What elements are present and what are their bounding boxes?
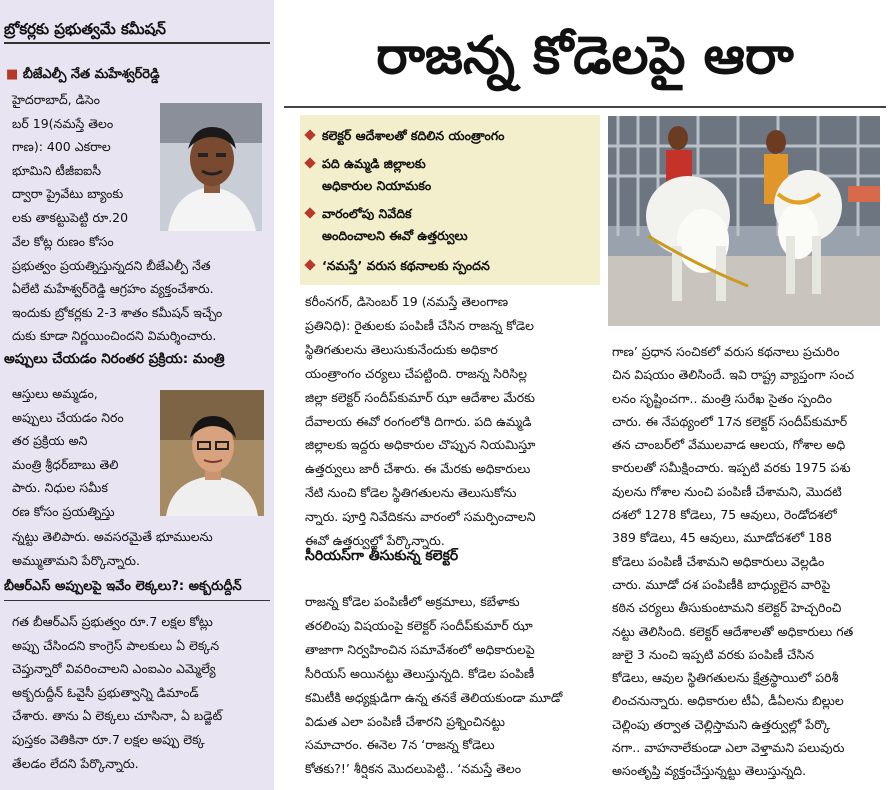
text-line: అసంతృప్తి వ్యక్తంచేస్తున్నట్టు తెలుస్తున్నది.	[612, 763, 807, 779]
main-body-col2	[612, 340, 882, 785]
main-subhead: సీరియస్‌గా తీసుకున్న కలెక్టర్	[305, 548, 459, 564]
mla-portrait-photo	[160, 103, 262, 231]
text-line: అక్బరుద్దీన్ ఓవైసీ ప్రభుత్వాన్ని డిమాండ్	[12, 684, 199, 700]
text-line: న్నట్టు తెలిపారు. అవసరమైతే భూములను	[12, 529, 213, 544]
text-line: పారు. నిధుల సమీక	[12, 480, 108, 496]
text-line: చెప్తున్నారో వివరించాలని ఎంఐఎం ఎమ్మెల్యే	[12, 661, 216, 677]
text-line: ఏలేటి మహేశ్వర్‌రెడ్డి ఆగ్రహం వ్యక్తంచేశారు.	[12, 281, 214, 297]
text-line: కోడెలు పంపిణీ చేశామని అధికారులు వెల్లడిం	[612, 553, 825, 569]
text-line: అప్పు చేసిందని కాంగ్రెస్ పాలకులు ఏ లెక్కన	[12, 637, 220, 653]
text-line: కోతకు?!’ శీర్షికన మొదలుపెట్టి.. ‘నమస్తే తెలం	[305, 761, 522, 777]
text-line: స్థితిగతులను తెలుసుకునేందుకు అధికార	[305, 341, 498, 357]
text-line: నగా.. వాహనాలేకుండా ఎలా వెళ్తామని పలువురు	[612, 740, 845, 756]
bullet-diamond-icon	[304, 259, 315, 270]
text-line: న్నారు. పూర్తి నివేదికను వారంలో సమర్పించాలని	[305, 509, 536, 525]
headline-rule	[284, 106, 886, 108]
story2-body-wrapped	[12, 382, 156, 525]
story1-headline: బ్రోకర్లకు ప్రభుత్వమే కమీషన్	[4, 20, 166, 38]
text-line: అప్పులు చేయడం నిరం	[12, 409, 124, 425]
text-line: గత బీఆర్ఎస్ ప్రభుత్వం రూ.7 లక్షల కోట్లు	[12, 614, 213, 629]
story2-headline: అప్పులు చేయడం నిరంతర ప్రక్రియ: మంత్రి	[4, 351, 225, 367]
sidebar-column	[0, 0, 274, 790]
text-line: నేటి నుంచి కోడెల స్థితిగతులను తెలుసుకోను	[305, 485, 517, 501]
text-line: హైదరాబాద్, డిసెం	[12, 92, 100, 107]
text-line: దశలో 1278 కోడెలు, 75 ఆవులు, రెండోదశలో	[612, 507, 837, 523]
text-line: చారు. ఈ నేపథ్యంలో 17న కలెక్టర్ సందీప్‌కుమార్	[612, 413, 848, 429]
text-line: తరలింపు విషయంపై కలెక్టర్ సందీప్‌కుమార్ ఝా	[305, 617, 533, 633]
main-body-col1b	[305, 590, 601, 785]
bullet-diamond-icon	[304, 157, 315, 168]
text-line: లించనున్నారు. అధికారుల టీఏ, డీఏలను బిల్లుల	[612, 693, 844, 709]
text-line: లనం సృష్టించగా.. మంత్రి సురేఖ సైతం స్పందిం	[612, 390, 832, 406]
text-line: దేవాలయ ఈవో రంగంలోకి దిగారు. పది ఉమ్మడి	[305, 413, 532, 429]
text-line: తేలడం లేదని పేర్కొన్నారు.	[12, 755, 139, 771]
bullet-diamond-icon	[304, 207, 315, 218]
divider	[4, 42, 270, 44]
text-line: గాణ): 400 ఎకరాల	[12, 139, 111, 155]
main-body-col1	[305, 290, 601, 549]
text-line: వేల కోట్ల రుణం కోసం	[12, 234, 114, 249]
text-line: చిన విషయం తెలిసిందే. ఇవి రాష్ట్ర వ్యాప్తంగా సంచ	[612, 367, 855, 383]
text-line: రణ కోసం ప్రయత్నిస్తు	[12, 503, 115, 519]
text-line: ఇందుకు బ్రోకర్లకు 2-3 శాతం కమీషన్ ఇచ్చేం	[12, 304, 223, 320]
text-line: లకు తాకట్టుపెట్టి రూ.20	[12, 209, 129, 225]
text-line: సీరియస్ అయినట్టు తెలుస్తున్నది. కోడెల పంపిణీ	[305, 665, 535, 681]
text-line: కోడెలు, ఆవుల స్థితిగతులను క్షేత్రస్థాయిలో పరిశీ	[612, 670, 839, 686]
text-line: చేశారు. తాను ఏ లెక్కలు చూసినా, ఏ బడ్జెట్	[12, 708, 223, 724]
highlight-item-cont: అధికారుల నియామకం	[322, 178, 432, 193]
highlights-box	[300, 115, 600, 285]
bullet-diamond-icon	[304, 129, 315, 140]
text-line: కఠిన చర్యలు తీసుకుంటామని కలెక్టర్ హెచ్చరించి	[612, 600, 842, 616]
text-line: ఉత్తర్వులు జారీ చేశారు. ఈ మేరకు అధికారులు	[305, 461, 531, 477]
highlight-item: వారంలోపు నివేదిక	[304, 203, 596, 225]
story3-body	[12, 610, 270, 780]
text-line: చెల్లింపు తర్వాత చెల్లిస్తామని ఉత్తర్వుల్లో పేర్కొ	[612, 716, 831, 732]
text-line: మంత్రి శ్రీధర్‌బాబు తెలి	[12, 456, 119, 472]
text-line: నట్టు తెలిసింది. కలెక్టర్ ఆదేశాలతో అధికారులు గత	[612, 623, 854, 639]
text-line: ఆస్తులు అమ్మడం,	[12, 386, 98, 401]
main-headline: రాజన్న కోడెలపై ఆరా	[376, 26, 794, 86]
text-line: తాజాగా నిర్వహించిన సమావేశంలో అధికారులపై	[305, 641, 535, 657]
text-line: సమాచారం. ఈనెల 7న ‘రాజన్న కోడెలు	[305, 737, 495, 753]
text-line: పుస్తకం వెతికినా రూ.7 లక్షల అప్పు లెక్క	[12, 731, 205, 747]
highlight-item: ‘నమస్తే’ వరుస కథనాలకు స్పందన	[304, 255, 596, 277]
text-line: జిల్లా కలెక్టర్ సందీప్‌కుమార్ ఝా ఆదేశాల మేరకు	[305, 389, 536, 405]
story1-byline: ■ బీజేఎల్పీ నేత మహేశ్వర్‌రెడ్డి	[6, 67, 160, 82]
highlight-item-cont: అందించాలని ఈవో ఉత్తర్వులు	[322, 228, 468, 243]
text-line: వులను గోశాల నుంచి పంపిణీ చేశామని, మొదటి	[612, 483, 842, 499]
text-line: కరీంనగర్, డిసెంబర్ 19 (నమస్తే తెలంగాణ	[305, 294, 509, 309]
minister-portrait-photo	[160, 390, 264, 516]
text-line: తన చాంబర్‌లో వేములవాడ ఆలయ, గోశాల అధి	[612, 437, 846, 453]
text-line: ఈవో ఉత్తర్వుల్లో పేర్కొన్నారు.	[305, 533, 445, 549]
text-line: యంత్రాంగం చర్యలు చేపట్టింది. రాజన్న సిరిసిల్ల	[305, 365, 527, 381]
divider	[4, 600, 270, 601]
text-line: రాజన్న కోడెల పంపిణీలో అక్రమాలు, కబేళాకు	[305, 594, 520, 609]
text-line: బర్ 19(నమస్తే తెలం	[12, 115, 114, 131]
text-line: జులై 3 నుంచి ఇప్పటి వరకు పంపిణీ చేసిన	[612, 646, 815, 662]
text-line: కారులతో సమీక్షించారు. ఇప్పటి వరకు 1975 పశు	[612, 460, 851, 476]
text-line: అమ్ముతామని పేర్కొన్నారు.	[12, 552, 140, 568]
story2-body	[12, 525, 270, 573]
text-line: జిల్లాలకు ఇద్దరు అధికారుల చొప్పున నియమిస్తూ	[305, 437, 536, 453]
temple-bulls-photo	[608, 116, 880, 326]
highlight-item: పది ఉమ్మడి జిల్లాలకు	[304, 153, 596, 175]
text-line: విడుత ఎలా పంపిణీ చేశారని ప్రశ్నించినట్టు	[305, 713, 505, 729]
text-line: ప్రభుత్వం ప్రయత్నిస్తున్నదని బీజేఎల్పీ నేత	[12, 257, 211, 273]
story1-body-wrapped	[12, 88, 156, 230]
text-line: 389 కోడెలు, 45 ఆవులు, మూడోదశలో 188	[612, 530, 832, 546]
highlight-item: కలెక్టర్ ఆదేశాలతో కదిలిన యంత్రాంగం	[304, 125, 596, 147]
text-line: దుకు కూడా నిర్ణయించిందని విమర్శించారు.	[12, 328, 217, 344]
text-line: కమిటీకి అధ్యక్షుడిగా ఉన్న తనకే తెలియకుండా మూడో	[305, 689, 563, 705]
story3-headline: బీఆర్ఎస్ అప్పులపై ఇవేం లెక్కలు?: అక్బరుద్దీన్	[4, 579, 242, 594]
text-line: చారు. మూడో దశ పంపిణీకి బాధ్యులైన వారిపై	[612, 576, 831, 592]
text-line: ప్రతినిధి): రైతులకు పంపిణీ చేసిన రాజన్న కోడెల	[305, 317, 534, 333]
text-line: భూమిని టీజీఐఐసీ	[12, 162, 102, 178]
text-line: గాణ’ ప్రధాన సంచికలో వరుస కథనాలు ప్రచురిం	[612, 344, 840, 359]
story1-body	[12, 230, 270, 348]
text-line: తర ప్రక్రియ అని	[12, 433, 88, 449]
text-line: ద్వారా ప్రైవేటు బ్యాంకు	[12, 186, 124, 202]
